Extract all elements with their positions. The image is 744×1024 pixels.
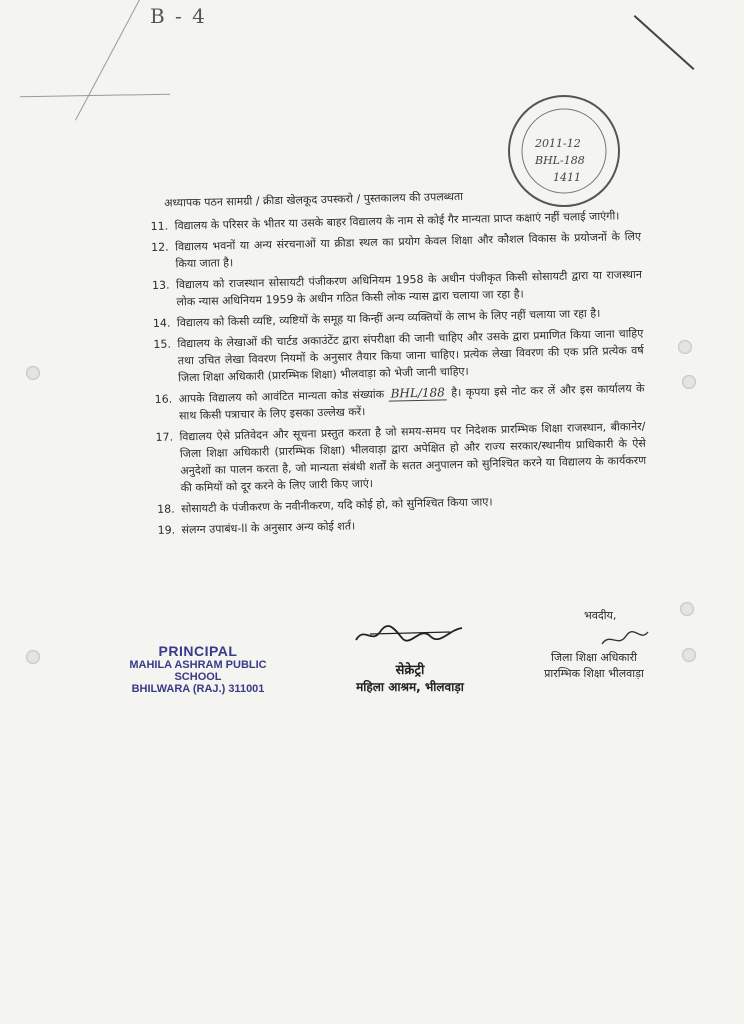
punch-hole bbox=[26, 366, 40, 380]
corner-mark bbox=[634, 15, 695, 70]
secretary-signature bbox=[350, 622, 470, 648]
list-item: 15. विद्यालय के लेखाओं की चार्टड अकाउंटेंट द्वारा संपरीक्षा की जानी चाहिए और उसके द्वारा प्रमाणित किया जाना चाहिए तथा उचित लेखा विवरण नियमों के अनुसार तैयार किया जाना चाहिए। प्रत्येक लेखा विवरण की एक प्रति प्रत्येक वर्ष जिला शिक्षा अधिकारी (प्रारम्भिक शिक्षा) भीलवाड़ा को भेजी जानी चाहिए। bbox=[153, 326, 644, 385]
secretary-block bbox=[340, 622, 480, 695]
punch-hole bbox=[680, 602, 694, 616]
list-item: 17. विद्यालय ऐसे प्रतिवेदन और सूचना प्रस्तुत करता है जो समय-समय पर निदेशक प्रारम्भिक शिक्षा राजस्थान, बीकानेर/जिला शिक्षा अधिकारी (प्रारम्भिक शिक्षा) भीलवाड़ा द्वारा अपेक्षित हो और राज्य सरकार/स्थानीय प्राधिकारी के ऐसे अनुदेशों का पालन करता है, जो मान्यता संबंधी शर्तों के सतत अनुपालन को सुनिश्चित करने या विद्यालय के कार्यकरण की कमियों को दूर करने के लिए जारी किए जाएं। bbox=[155, 419, 647, 495]
closing: भवदीय, bbox=[584, 609, 617, 622]
list-item: 11. विद्यालय के परिसर के भीतर या उसके बाहर विद्यालय के नाम से कोई गैर मान्यता प्राप्त कक्षाएं नहीं चलाई जाएंगी। bbox=[150, 209, 620, 233]
secretary-title: सेक्रेट्री bbox=[395, 663, 425, 678]
list-item: 19. संलग्न उपाबंध-ll के अनुसार अन्य कोई शर्त। bbox=[157, 519, 356, 537]
officer-block bbox=[534, 650, 654, 682]
intro-line: अध्यापक पठन सामग्री / क्रीडा खेलकूद उपस्करो / पुस्तकालय की उपलब्धता bbox=[164, 189, 464, 210]
stamp-date: 2011-12 bbox=[535, 137, 581, 150]
stamp-entries bbox=[535, 135, 585, 186]
punch-hole bbox=[678, 340, 692, 354]
punch-hole bbox=[682, 648, 696, 662]
officer-signature bbox=[600, 628, 650, 650]
list-item: 13. विद्यालय को राजस्थान सोसायटी पंजीकरण अधिनियम 1958 के अधीन पंजीकृत किसी सोसायटी द्वारा या राजस्थान लोक न्यास अधिनियम 1959 के अधीन गठित किसी लोक न्यास द्वारा चलाया जा रहा है। bbox=[151, 267, 643, 309]
secretary-org: महिला आश्रम, भीलवाड़ा bbox=[356, 680, 464, 694]
conditions-list bbox=[150, 184, 648, 543]
officer-office: प्रारम्भिक शिक्षा भीलवाड़ा bbox=[544, 667, 644, 680]
handwritten-code: BHL/188 bbox=[388, 385, 447, 401]
list-item: 12. विद्यालय भवनों या अन्य संरचनाओं या क्रीडा स्थल का प्रयोग केवल शिक्षा और कौशल विकास के प्रयोजनों के लिए किया जाता है। bbox=[151, 229, 642, 271]
principal-stamp: PRINCIPAL MAHILA ASHRAM PUBLIC SCHOOL BHILWARA (RAJ.) 311001 bbox=[129, 643, 267, 695]
list-item: 16. आपके विद्यालय को आवंटित मान्यता कोड संख्यांक BHL/188 है। कृपया इसे नोट कर लें और इस कार्यालय के साथ किसी पत्राचार के लिए इसका उल्लेख करें। bbox=[154, 381, 645, 423]
scan-line bbox=[20, 94, 170, 98]
scan-line bbox=[75, 0, 146, 120]
stamp-code: BHL-188 bbox=[535, 154, 585, 167]
stamp-number: 1411 bbox=[553, 171, 581, 184]
handwritten-note: B - 4 bbox=[150, 4, 207, 28]
list-item: 14. विद्यालय को किसी व्यष्टि, व्यष्टियों के समूह या किन्हीं अन्य व्यक्तियों के लाभ के लिए नहीं चलाया जा रहा है। bbox=[152, 306, 601, 330]
officer-title: जिला शिक्षा अधिकारी bbox=[550, 651, 638, 664]
punch-hole bbox=[26, 650, 40, 664]
list-item: 18. सोसायटी के पंजीकरण के नवीनीकरण, यदि कोई हो, को सुनिश्चित किया जाए। bbox=[156, 495, 493, 516]
punch-hole bbox=[682, 375, 696, 389]
